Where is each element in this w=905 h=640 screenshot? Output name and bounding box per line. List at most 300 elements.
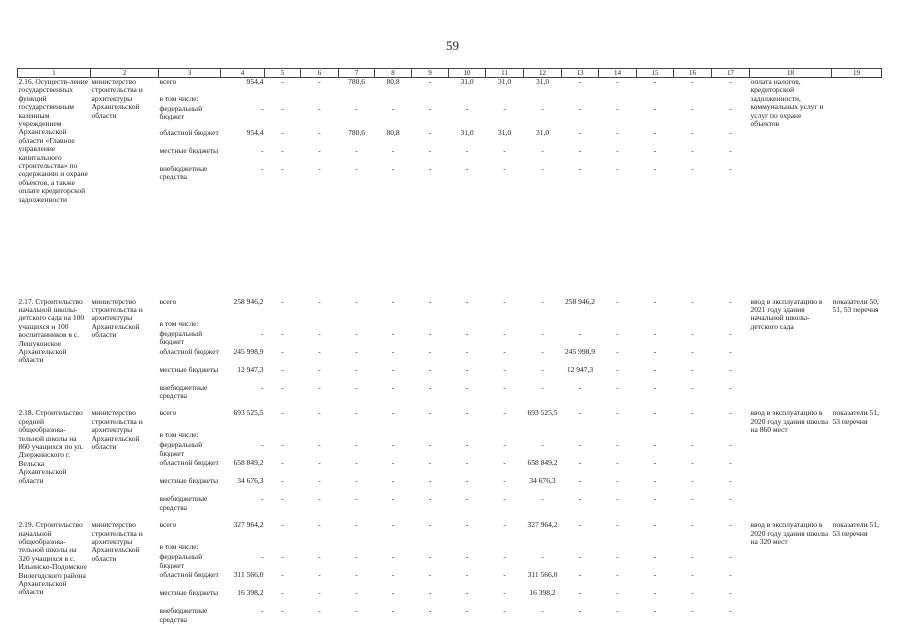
expected-result: ввод в эксплуатацию в 2020 году здания школы на 320 мест bbox=[750, 521, 829, 546]
funding-value: - bbox=[691, 128, 694, 137]
column-number: 8 bbox=[375, 69, 412, 78]
funding-value: - bbox=[503, 553, 506, 562]
funding-value: - bbox=[318, 297, 321, 306]
funding-value: - bbox=[261, 607, 264, 616]
funding-value: - bbox=[729, 477, 732, 486]
funding-value: - bbox=[465, 347, 469, 356]
funding-value bbox=[375, 320, 412, 330]
funding-value: - bbox=[653, 146, 657, 155]
funding-value: - bbox=[541, 104, 544, 113]
funding-value: - bbox=[653, 441, 657, 450]
funding-source-label: внебюджетные средства bbox=[159, 383, 208, 400]
funding-value: - bbox=[729, 589, 732, 598]
funding-value: 16 398,2 bbox=[237, 589, 264, 598]
funding-value: - bbox=[578, 128, 582, 137]
funding-value: - bbox=[428, 297, 432, 306]
funding-value: - bbox=[729, 297, 732, 306]
funding-value: - bbox=[541, 329, 544, 338]
funding-value: - bbox=[616, 495, 619, 504]
funding-value: - bbox=[729, 441, 732, 450]
funding-value: - bbox=[281, 383, 284, 392]
funding-value: - bbox=[281, 104, 284, 113]
funding-value: - bbox=[691, 521, 694, 530]
funding-value: - bbox=[691, 104, 694, 113]
funding-value: - bbox=[691, 347, 694, 356]
funding-value: - bbox=[541, 383, 544, 392]
funding-value: 245 998,9 bbox=[565, 347, 595, 356]
funding-value: - bbox=[691, 383, 694, 392]
funding-value: - bbox=[578, 589, 582, 598]
funding-value: - bbox=[541, 365, 544, 374]
funding-value: - bbox=[281, 441, 284, 450]
funding-value: - bbox=[261, 164, 264, 173]
funding-value: - bbox=[729, 104, 732, 113]
funding-value: - bbox=[465, 571, 469, 580]
funding-value: - bbox=[281, 297, 284, 306]
funding-value: - bbox=[578, 383, 582, 392]
funding-source-label: федеральный бюджет bbox=[159, 104, 203, 121]
funding-value: - bbox=[318, 164, 321, 173]
funding-value: - bbox=[503, 521, 506, 530]
funding-value: - bbox=[465, 607, 469, 616]
funding-value: - bbox=[616, 365, 619, 374]
funding-value bbox=[265, 431, 301, 441]
funding-value: - bbox=[428, 146, 432, 155]
funding-value bbox=[674, 320, 712, 330]
funding-value bbox=[412, 320, 449, 330]
funding-value bbox=[637, 320, 674, 330]
funding-value: - bbox=[729, 553, 732, 562]
funding-value bbox=[412, 431, 449, 441]
funding-value: - bbox=[318, 589, 321, 598]
funding-value: - bbox=[355, 365, 358, 374]
funding-source-label: в том числе: bbox=[159, 543, 199, 552]
funding-value: - bbox=[355, 164, 358, 173]
funding-value: - bbox=[616, 104, 619, 113]
column-number: 9 bbox=[412, 69, 449, 78]
funding-value bbox=[265, 320, 301, 330]
funding-value: - bbox=[653, 459, 657, 468]
funding-source-label: внебюджетные средства bbox=[159, 164, 208, 181]
funding-value: - bbox=[391, 607, 395, 616]
funding-value: - bbox=[653, 383, 657, 392]
funding-value bbox=[637, 431, 674, 441]
funding-value: - bbox=[616, 521, 619, 530]
funding-value bbox=[486, 431, 524, 441]
funding-value: - bbox=[355, 607, 358, 616]
funding-value: - bbox=[318, 329, 321, 338]
funding-value: - bbox=[281, 146, 284, 155]
funding-value: 16 398,2 bbox=[529, 589, 556, 598]
funding-value bbox=[375, 543, 412, 553]
funding-value: - bbox=[465, 441, 469, 450]
funding-value: - bbox=[653, 477, 657, 486]
funding-value bbox=[712, 543, 750, 553]
funding-value: - bbox=[465, 553, 469, 562]
funding-value: - bbox=[653, 495, 657, 504]
funding-value: - bbox=[428, 495, 432, 504]
funding-value: - bbox=[541, 347, 544, 356]
block-separator bbox=[18, 289, 882, 298]
funding-value: - bbox=[503, 409, 506, 418]
funding-value: - bbox=[355, 589, 358, 598]
funding-source-label: в том числе: bbox=[159, 94, 199, 103]
funding-value: - bbox=[391, 365, 395, 374]
funding-value: - bbox=[503, 347, 506, 356]
funding-value: 12 947,3 bbox=[237, 365, 264, 374]
funding-value: - bbox=[391, 347, 395, 356]
funding-value bbox=[674, 431, 712, 441]
funding-value: - bbox=[281, 495, 284, 504]
funding-value: - bbox=[465, 297, 469, 306]
funding-value: - bbox=[261, 146, 264, 155]
funding-value: - bbox=[653, 365, 657, 374]
funding-value: - bbox=[391, 297, 395, 306]
funding-value bbox=[301, 431, 339, 441]
funding-value: - bbox=[616, 77, 619, 86]
funding-value: - bbox=[691, 77, 694, 86]
funding-value: - bbox=[503, 589, 506, 598]
funding-value: - bbox=[503, 477, 506, 486]
funding-value: - bbox=[729, 128, 732, 137]
funding-value: - bbox=[729, 495, 732, 504]
funding-value: - bbox=[465, 521, 469, 530]
indicator-reference: показатели 51, 53 перечня bbox=[832, 409, 879, 426]
funding-value: - bbox=[428, 347, 432, 356]
column-number: 11 bbox=[486, 69, 524, 78]
column-number: 5 bbox=[265, 69, 301, 78]
funding-value: - bbox=[578, 146, 582, 155]
funding-value: - bbox=[318, 607, 321, 616]
funding-value: - bbox=[355, 383, 358, 392]
funding-value: 80,8 bbox=[386, 77, 400, 86]
funding-value: 31,0 bbox=[497, 128, 512, 137]
funding-value: - bbox=[318, 571, 321, 580]
funding-source-label: в том числе: bbox=[159, 319, 199, 328]
funding-value: - bbox=[281, 365, 284, 374]
funding-value: - bbox=[318, 553, 321, 562]
funding-value bbox=[599, 431, 637, 441]
funding-value: - bbox=[616, 571, 619, 580]
funding-value bbox=[524, 95, 562, 105]
funding-value: - bbox=[261, 495, 264, 504]
funding-value: - bbox=[318, 146, 321, 155]
funding-value bbox=[712, 320, 750, 330]
funding-value: 327 964,2 bbox=[527, 521, 558, 530]
funding-value bbox=[375, 431, 412, 441]
funding-value: 780,6 bbox=[348, 77, 365, 86]
responsible-ministry: министерство строительства и архитектуры Архангельской области bbox=[91, 521, 143, 563]
funding-value: - bbox=[729, 77, 732, 86]
column-number: 14 bbox=[599, 69, 637, 78]
funding-value: - bbox=[691, 589, 694, 598]
funding-value bbox=[301, 320, 339, 330]
funding-value: - bbox=[691, 553, 694, 562]
funding-value: - bbox=[261, 329, 264, 338]
budget-table bbox=[17, 68, 882, 624]
funding-value: 245 998,9 bbox=[233, 347, 264, 356]
funding-value: - bbox=[355, 441, 358, 450]
funding-value: - bbox=[729, 383, 732, 392]
funding-value: - bbox=[578, 607, 582, 616]
funding-source-label: всего bbox=[159, 521, 177, 530]
funding-value: - bbox=[428, 365, 432, 374]
funding-value: - bbox=[318, 77, 321, 86]
funding-value: - bbox=[465, 146, 469, 155]
funding-value: - bbox=[465, 365, 469, 374]
funding-value: - bbox=[428, 607, 432, 616]
funding-value bbox=[637, 543, 674, 553]
funding-value bbox=[486, 95, 524, 105]
funding-value: - bbox=[261, 104, 264, 113]
column-number: 17 bbox=[712, 69, 750, 78]
funding-value: 954,4 bbox=[246, 128, 264, 137]
funding-value: - bbox=[653, 297, 657, 306]
table-row bbox=[18, 409, 882, 431]
funding-value bbox=[562, 543, 599, 553]
funding-value: - bbox=[503, 146, 506, 155]
column-number: 13 bbox=[562, 69, 599, 78]
funding-value: - bbox=[465, 329, 469, 338]
funding-value: - bbox=[691, 459, 694, 468]
spacer bbox=[18, 289, 882, 298]
funding-value: - bbox=[616, 329, 619, 338]
funding-value: - bbox=[318, 128, 321, 137]
funding-value: - bbox=[391, 553, 395, 562]
column-number: 6 bbox=[301, 69, 339, 78]
funding-value: - bbox=[691, 365, 694, 374]
funding-value bbox=[221, 543, 265, 553]
funding-value: - bbox=[729, 571, 732, 580]
funding-source-label: областной бюджет bbox=[159, 128, 219, 137]
funding-value: - bbox=[503, 571, 506, 580]
funding-value: - bbox=[261, 441, 264, 450]
column-number: 18 bbox=[750, 69, 832, 78]
funding-value: - bbox=[281, 607, 284, 616]
funding-source-label: местные бюджеты bbox=[159, 146, 219, 155]
funding-value: - bbox=[391, 521, 395, 530]
funding-value: - bbox=[391, 329, 395, 338]
funding-value: - bbox=[465, 589, 469, 598]
funding-value bbox=[449, 320, 486, 330]
funding-value: - bbox=[729, 365, 732, 374]
funding-value: - bbox=[355, 571, 358, 580]
funding-value: - bbox=[578, 553, 582, 562]
funding-value: - bbox=[653, 347, 657, 356]
indicator-reference bbox=[832, 78, 882, 289]
funding-value: 311 566,0 bbox=[527, 571, 558, 580]
funding-value: - bbox=[391, 146, 395, 155]
funding-value: - bbox=[355, 409, 358, 418]
funding-value: - bbox=[578, 329, 582, 338]
funding-value bbox=[674, 95, 712, 105]
funding-value: - bbox=[578, 441, 582, 450]
funding-value: - bbox=[428, 77, 432, 86]
funding-source-label: федеральный бюджет bbox=[159, 441, 203, 458]
funding-value: - bbox=[729, 329, 732, 338]
funding-value: - bbox=[428, 459, 432, 468]
funding-value bbox=[524, 320, 562, 330]
funding-value: - bbox=[578, 77, 582, 86]
funding-value: - bbox=[391, 589, 395, 598]
funding-value: - bbox=[691, 571, 694, 580]
funding-value bbox=[674, 543, 712, 553]
funding-value: 311 566,0 bbox=[233, 571, 264, 580]
funding-value: - bbox=[428, 164, 432, 173]
funding-value: - bbox=[281, 409, 284, 418]
funding-value bbox=[524, 431, 562, 441]
table-row bbox=[18, 78, 882, 95]
funding-source-label: федеральный бюджет bbox=[159, 329, 203, 346]
funding-value: - bbox=[428, 329, 432, 338]
column-number: 7 bbox=[339, 69, 375, 78]
funding-value: 658 849,2 bbox=[527, 459, 558, 468]
funding-value: - bbox=[355, 477, 358, 486]
funding-value bbox=[449, 431, 486, 441]
measure-title: 2.16. Осуществ-ление государственных функций государственным казенным учреждением Архангельской области «Главное управление капитального строительства» по содержанию и охране объектов, а также оплате кредиторской задолженности bbox=[18, 77, 89, 204]
funding-value: - bbox=[691, 477, 694, 486]
funding-value: - bbox=[281, 477, 284, 486]
funding-value: 258 946,2 bbox=[565, 297, 595, 306]
indicator-reference: показатели 51, 53 перечня bbox=[832, 521, 879, 538]
funding-value bbox=[524, 543, 562, 553]
funding-value: - bbox=[355, 329, 358, 338]
funding-value: - bbox=[691, 607, 694, 616]
funding-value: - bbox=[428, 104, 432, 113]
funding-value: 954,4 bbox=[246, 77, 264, 86]
funding-source-label: внебюджетные средства bbox=[159, 607, 208, 624]
funding-value: - bbox=[355, 104, 358, 113]
responsible-ministry: министерство строительства и архитектуры Архангельской области bbox=[91, 409, 143, 451]
funding-value: - bbox=[281, 164, 284, 173]
spacer bbox=[18, 400, 882, 409]
funding-value: 693 525,5 bbox=[527, 409, 558, 418]
funding-value: 34 676,3 bbox=[237, 477, 264, 486]
funding-value bbox=[712, 431, 750, 441]
funding-value: - bbox=[503, 104, 506, 113]
column-number: 2 bbox=[91, 69, 159, 78]
column-number: 10 bbox=[449, 69, 486, 78]
funding-value: - bbox=[541, 146, 544, 155]
funding-value: - bbox=[653, 164, 657, 173]
funding-value: - bbox=[541, 297, 544, 306]
funding-value: - bbox=[318, 441, 321, 450]
funding-value bbox=[221, 320, 265, 330]
funding-value: - bbox=[281, 347, 284, 356]
funding-value: - bbox=[541, 495, 544, 504]
funding-value: - bbox=[318, 383, 321, 392]
funding-value bbox=[375, 95, 412, 105]
funding-source-label: местные бюджеты bbox=[159, 365, 219, 374]
funding-value: - bbox=[391, 495, 395, 504]
funding-value bbox=[599, 320, 637, 330]
funding-source-label: всего bbox=[159, 297, 177, 306]
funding-value: - bbox=[578, 104, 582, 113]
funding-value bbox=[301, 543, 339, 553]
funding-value: - bbox=[281, 571, 284, 580]
funding-value: - bbox=[616, 607, 619, 616]
column-number: 3 bbox=[159, 69, 221, 78]
funding-value bbox=[712, 95, 750, 105]
funding-value: - bbox=[653, 104, 657, 113]
funding-value: 658 849,2 bbox=[233, 459, 264, 468]
funding-value: - bbox=[653, 128, 657, 137]
funding-source-label: местные бюджеты bbox=[159, 477, 219, 486]
funding-value: - bbox=[653, 77, 657, 86]
funding-value: - bbox=[281, 521, 284, 530]
funding-value bbox=[339, 95, 375, 105]
column-number: 15 bbox=[637, 69, 674, 78]
funding-value: - bbox=[616, 477, 619, 486]
funding-value bbox=[562, 431, 599, 441]
funding-value bbox=[449, 95, 486, 105]
funding-value: - bbox=[318, 477, 321, 486]
funding-value bbox=[599, 95, 637, 105]
funding-value: 258 946,2 bbox=[233, 297, 264, 306]
funding-value bbox=[562, 95, 599, 105]
funding-value: - bbox=[428, 409, 432, 418]
responsible-ministry: министерство строительства и архитектуры Архангельской области bbox=[91, 77, 143, 120]
column-number: 12 bbox=[524, 69, 562, 78]
funding-value: 693 525,5 bbox=[233, 409, 264, 418]
funding-value: - bbox=[281, 459, 284, 468]
funding-value: - bbox=[729, 409, 732, 418]
funding-value: - bbox=[391, 459, 395, 468]
funding-value: - bbox=[616, 409, 619, 418]
funding-source-label: в том числе: bbox=[159, 431, 199, 440]
funding-value bbox=[412, 543, 449, 553]
funding-value: - bbox=[578, 521, 582, 530]
measure-title: 2.18. Строительство средней общеобразова-тельной школы на 860 учащихся по ул. Дзержинского г. Вельска Архангельской области bbox=[18, 409, 84, 485]
funding-source-label: областной бюджет bbox=[159, 347, 219, 356]
funding-value: - bbox=[391, 409, 395, 418]
funding-value bbox=[486, 320, 524, 330]
funding-value: - bbox=[281, 329, 284, 338]
funding-source-label: федеральный бюджет bbox=[159, 553, 203, 570]
expected-result: ввод в эксплуатацию в 2021 году здания начальной школы-детского сада bbox=[750, 297, 823, 331]
funding-value: - bbox=[355, 146, 358, 155]
funding-value: - bbox=[428, 571, 432, 580]
funding-value bbox=[637, 95, 674, 105]
funding-value: - bbox=[729, 607, 732, 616]
table-row bbox=[18, 521, 882, 543]
funding-value: 31,0 bbox=[535, 128, 550, 137]
funding-value bbox=[339, 543, 375, 553]
funding-value bbox=[412, 95, 449, 105]
funding-value: - bbox=[465, 164, 469, 173]
funding-source-label: всего bbox=[159, 409, 177, 418]
funding-value: - bbox=[503, 495, 506, 504]
funding-value bbox=[301, 95, 339, 105]
funding-value: - bbox=[465, 383, 469, 392]
funding-value: - bbox=[428, 521, 432, 530]
funding-value bbox=[449, 543, 486, 553]
funding-value: - bbox=[318, 495, 321, 504]
funding-value: - bbox=[391, 441, 395, 450]
funding-value: - bbox=[355, 459, 358, 468]
funding-value bbox=[265, 543, 301, 553]
funding-value: - bbox=[691, 164, 694, 173]
funding-value: - bbox=[428, 589, 432, 598]
funding-value: - bbox=[391, 383, 395, 392]
funding-value: - bbox=[691, 297, 694, 306]
funding-value: 780,6 bbox=[348, 128, 365, 137]
funding-value: 80,8 bbox=[386, 128, 400, 137]
funding-value: - bbox=[729, 146, 732, 155]
funding-value: - bbox=[541, 607, 544, 616]
funding-value: - bbox=[428, 477, 432, 486]
funding-value: - bbox=[541, 441, 544, 450]
